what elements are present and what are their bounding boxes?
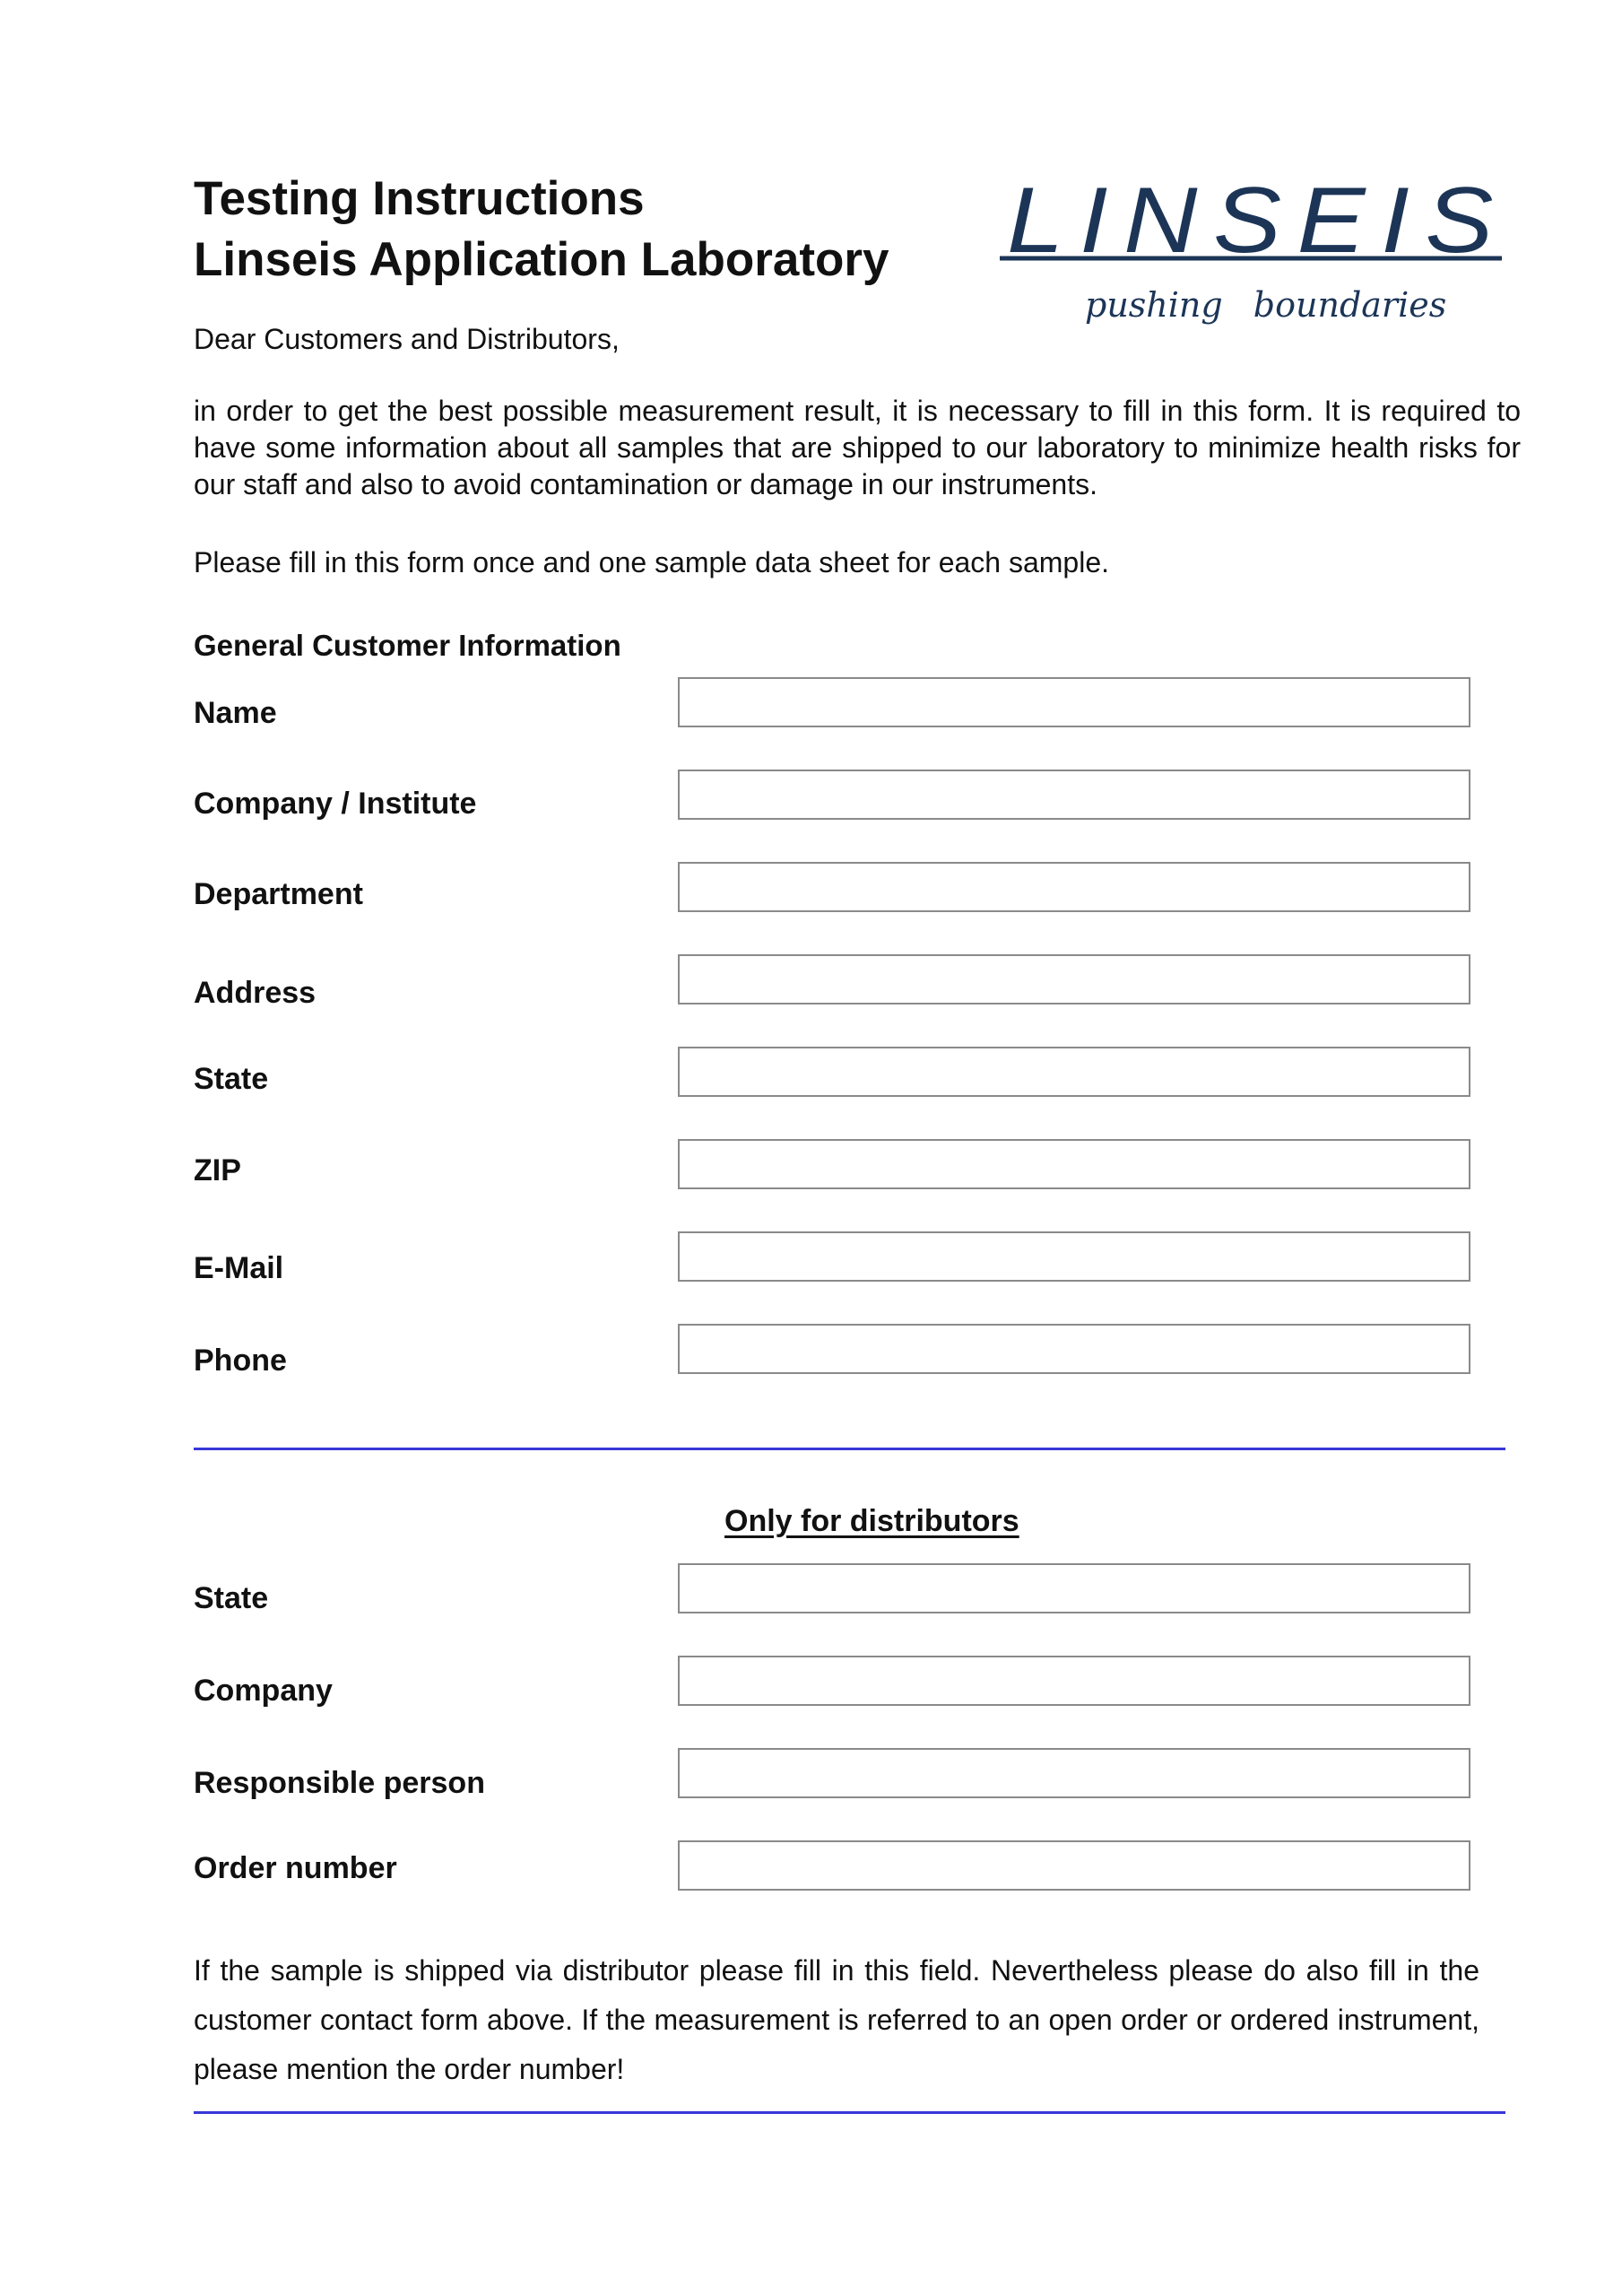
department-input[interactable] <box>678 862 1470 912</box>
phone-input[interactable] <box>678 1324 1470 1374</box>
salutation: Dear Customers and Distributors, <box>194 323 620 355</box>
logo-tagline: pushing boundaries <box>1085 285 1447 325</box>
title-line-1: Testing Instructions <box>194 172 645 225</box>
distributor-section-heading: Only for distributors <box>724 1504 1019 1538</box>
distributor-company-label: Company <box>194 1674 333 1708</box>
responsible-person-label: Responsible person <box>194 1766 485 1800</box>
bottom-divider <box>194 2111 1505 2114</box>
order-number-input[interactable] <box>678 1840 1470 1891</box>
title-line-2: Linseis Application Laboratory <box>194 233 889 286</box>
page-title <box>194 169 1001 291</box>
instruction-text: Please fill in this form once and one sample data sheet for each sample. <box>194 546 1110 578</box>
distributor-company-input[interactable] <box>678 1656 1470 1706</box>
distributor-state-input[interactable] <box>678 1563 1470 1613</box>
zip-label: ZIP <box>194 1153 241 1187</box>
logo-wordmark: LINSEIS <box>1007 169 1509 273</box>
name-label: Name <box>194 696 277 730</box>
order-number-label: Order number <box>194 1851 397 1885</box>
intro-paragraph: in order to get the best possible measurement result, it is necessary to fill in this form. It is required to have some information about all samples that are shipped to our laboratory to minimize health risks for our staff and also to avoid contamination or damage in our instruments. <box>194 395 1521 500</box>
phone-label: Phone <box>194 1344 287 1378</box>
distributor-note: If the sample is shipped via distributor please fill in this field. Nevertheless please do also fill in the customer contact form above. If the measurement is referred to an open order or ordered instrument, please mention the order number! <box>194 1954 1479 2085</box>
general-section-heading: General Customer Information <box>194 629 621 662</box>
distributor-state-label: State <box>194 1581 269 1615</box>
state-input[interactable] <box>678 1047 1470 1097</box>
responsible-person-input[interactable] <box>678 1748 1470 1798</box>
company-institute-label: Company / Institute <box>194 787 477 821</box>
company-institute-input[interactable] <box>678 770 1470 820</box>
zip-input[interactable] <box>678 1139 1470 1189</box>
address-label: Address <box>194 976 317 1010</box>
section-divider <box>194 1448 1505 1450</box>
state-label: State <box>194 1062 269 1096</box>
linseis-logo <box>1000 166 1529 345</box>
department-label: Department <box>194 877 363 911</box>
email-input[interactable] <box>678 1231 1470 1282</box>
address-input[interactable] <box>678 954 1470 1004</box>
name-input[interactable] <box>678 677 1470 727</box>
email-label: E-Mail <box>194 1251 284 1285</box>
